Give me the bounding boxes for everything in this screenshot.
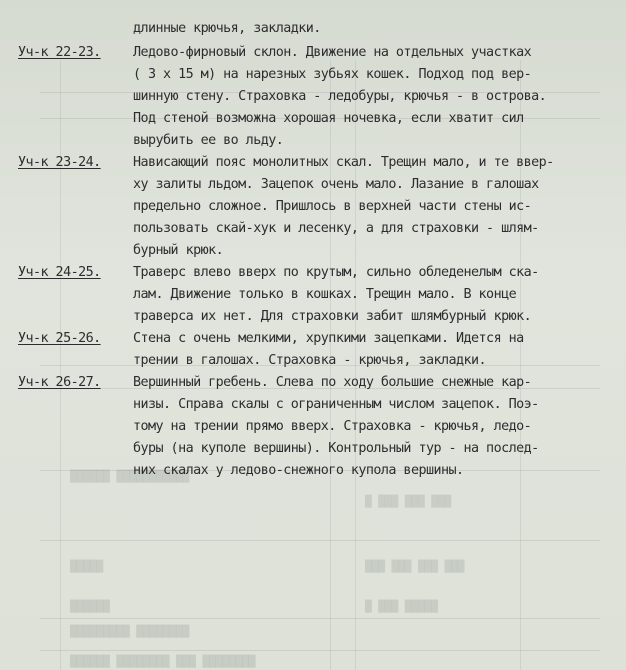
intro-line: длинные крючья, закладки. xyxy=(133,21,321,36)
section-line: пользовать скай-хук и лесенку, а для страховки - шлям- xyxy=(133,221,539,236)
section-line: траверса их нет. Для страховки забит шлямбурный крюк. xyxy=(133,309,532,324)
section-line: Ледово-фирновый склон. Движение на отдельных участках xyxy=(133,45,532,60)
section-label: Уч-к 24-25. xyxy=(18,265,101,280)
section-label: Уч-к 26-27. xyxy=(18,375,101,390)
section-label: Уч-к 22-23. xyxy=(18,45,101,60)
section-line: лам. Движение только в кошках. Трещин мало. В конце xyxy=(133,287,517,302)
section-line: них скалах у ледово-снежного купола вершины. xyxy=(133,463,464,478)
section-line: тому на трении прямо вверх. Страховка - крючья, ледо- xyxy=(133,419,532,434)
section-label: Уч-к 25-26. xyxy=(18,331,101,346)
section-line: бурный крюк. xyxy=(133,243,224,258)
section-line: Стена с очень мелкими, хрупкими зацепками. Идется на xyxy=(133,331,524,346)
section-line: Вершинный гребень. Слева по ходу большие снежные кар- xyxy=(133,375,532,390)
section-line: Под стеной возможна хорошая ночевка, если хватит сил xyxy=(133,111,524,126)
document-page: ██████ ███████████ █████ ██████ █████████ ████████ ██████ ████████ ███ ████████ █ ███ ███ ███ ███ ███ ███ ███ █ ███ █████ длинные крючья, закладки. Уч-к 22-23. Ледово-фирновый склон. Движение на отдельных участках ( 3 х 15 м) на нарезных зубьях кошек. Подход под вер- шинную стену. Страховка - ледобуры, крючья - в острова. Под стеной возможна хорошая ночевка, если хватит сил вырубить ее во льду. Уч-к 23-24. Нависающий пояс монолитных скал. Трещин мало, и те ввер- ху залиты льдом. Зацепок очень мало. Лазание в галошах предельно сложное. Пришлось в верхней части стены ис- пользовать скай-хук и лесенку, а для страховки - шлям- бурный крюк. Уч-к 24-25. Траверс влево вверх по крутым, сильно обледенелым ска- лам. Движение только в кошках. Трещин мало. В конце траверса их нет. Для страховки забит шлямбурный крюк. Уч-к 25-26. Стена с очень мелкими, хрупкими зацепками. Идется на трении в галошах. Страховка - крючья, закладки. Уч-к 26-27. Вершинный гребень. Слева по ходу большие снежные кар- низы. Справа скалы с ограниченным числом зацепок. Поэ- тому на трении прямо вверх. Страховка - крючья, ледо- буры (на куполе вершины). Контрольный тур - на послед- них скалах у ледово-снежного купола вершины. xyxy=(0,0,626,670)
section-line: Траверс влево вверх по крутым, сильно обледенелым ска- xyxy=(133,265,539,280)
section-line: Нависающий пояс монолитных скал. Трещин мало, и те ввер- xyxy=(133,155,554,170)
section-line: трении в галошах. Страховка - крючья, закладки. xyxy=(133,353,487,368)
section-label: Уч-к 23-24. xyxy=(18,155,101,170)
section-line: ( 3 х 15 м) на нарезных зубьях кошек. Подход под вер- xyxy=(133,67,532,82)
section-line: вырубить ее во льду. xyxy=(133,133,284,148)
section-line: шинную стену. Страховка - ледобуры, крючья - в острова. xyxy=(133,89,547,104)
section-line: низы. Справа скалы с ограниченным числом зацепок. Поэ- xyxy=(133,397,539,412)
section-line: буры (на куполе вершины). Контрольный тур - на послед- xyxy=(133,441,539,456)
section-line: предельно сложное. Пришлось в верхней части стены ис- xyxy=(133,199,532,214)
section-line: ху залиты льдом. Зацепок очень мало. Лазание в галошах xyxy=(133,177,539,192)
